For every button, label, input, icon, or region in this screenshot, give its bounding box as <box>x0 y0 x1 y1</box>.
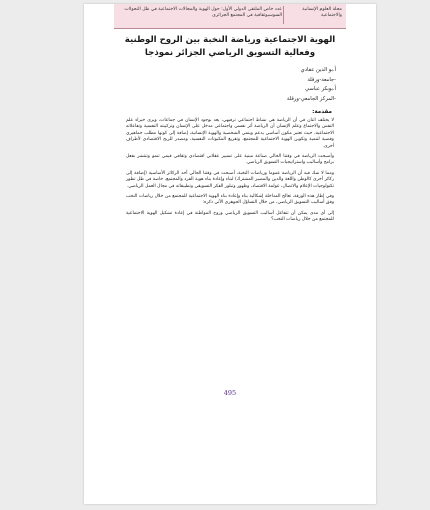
special-issue-text: عدد خاص الملتقى الدولي الأول: حول الهوية والمجالات الاجتماعية في ظل التحولات السوسيوثقافية في المجتمع الجزائري <box>124 7 282 18</box>
page-number: 495 <box>223 389 237 397</box>
author-2-affiliation: -المركز الجامعي-ورقلة <box>286 95 336 102</box>
introduction-heading: مقدمة: <box>312 109 332 115</box>
author-1-name: أ.بو الدين عقادي <box>300 67 336 73</box>
document-page <box>84 4 376 504</box>
paragraph-1: لا يختلف اثنان في أن الرياضة هي نشاط اجتماعي ترفيهي، يعد بوجود الإنسان في جماعات، ويرى خبراء علم النفس والاجتماع وعلم الإنسان أن الرياضة أثر نفسي واجتماعي مدخل على الإنسان وتركيبته النفسية وتفاعلاته الاجتماعية، حيث تعتبر مكون أساسي يدعم وينمي الشخصية والهوية الإنسانية، إضافة إلى كونها مطلب جماهيري وقضية لتنمية وتكوين الهوية الاجتماعية للمجتمع، وتفريغ المكبوتات النفسية، ومصدر للربح الاقتصادي لأطراف أخرى. <box>126 118 334 149</box>
author-block <box>216 66 336 104</box>
body-text <box>126 118 334 228</box>
author-1-affiliation: -جامعة-ورقلة <box>307 76 336 83</box>
paper-title-line-1: الهوية الاجتماعية ورياضة النخبة بين الروح الوطنية <box>124 35 336 45</box>
header-separator <box>283 6 284 24</box>
journal-name: مجلة العلوم الإنسانية والاجتماعية <box>302 7 342 18</box>
paragraph-3: ومما لا شك فيه أن الرياضة عموما ورياضات النخبة، أصبحت في وقتنا الحالي أحد الركائز الأساسية (إضافة إلى ركائز أخرى كالوطن واللغة والدين والمصير المشترك) لبناء وإعادة بناء هوية الفرد والمجتمع، خاصة في ظل تطور تكنولوجيات الإعلام والاتصال، عولمة الاقتصاد، وظهور وتبلور الفكر التسويقي وتطبيقاته في مجال العمل الرياضي. <box>126 170 334 189</box>
paper-title-line-2: وفعالية التسويق الرياضي الجزائر نموذجا <box>144 48 316 58</box>
paragraph-5: إلى أي مدى يمكن أن تتفاعل أساليب التسويق الرياضي وروح المواطنة في إعادة تشكيل الهوية الاجتماعية للمجتمع من خلال رياضات النخب؟ <box>126 210 334 223</box>
journal-header-band <box>114 4 346 29</box>
paragraph-2: وأصبحت الرياضة في وقتنا الحالي صناعة مبنية على تسيير عقلاني اقتصادي وثقافي قيمي تنمو وتنتشر بفعل برامج وأساليب واستراتيجيات التسويق الرياضي. <box>126 154 334 166</box>
paragraph-4: وفي إطار هذه الورقة، تعالج المداخلة إشكالية بناء وإعادة بناء الهوية الاجتماعية للمجتمع من خلال رياضات النخب وفق أساليب التسويق الرياضي، من خلال التساؤل الجوهري الآتي ذكره: <box>126 194 334 206</box>
paper-title <box>112 34 348 60</box>
author-2-name: أ.بوبكر عباسي <box>305 86 336 92</box>
